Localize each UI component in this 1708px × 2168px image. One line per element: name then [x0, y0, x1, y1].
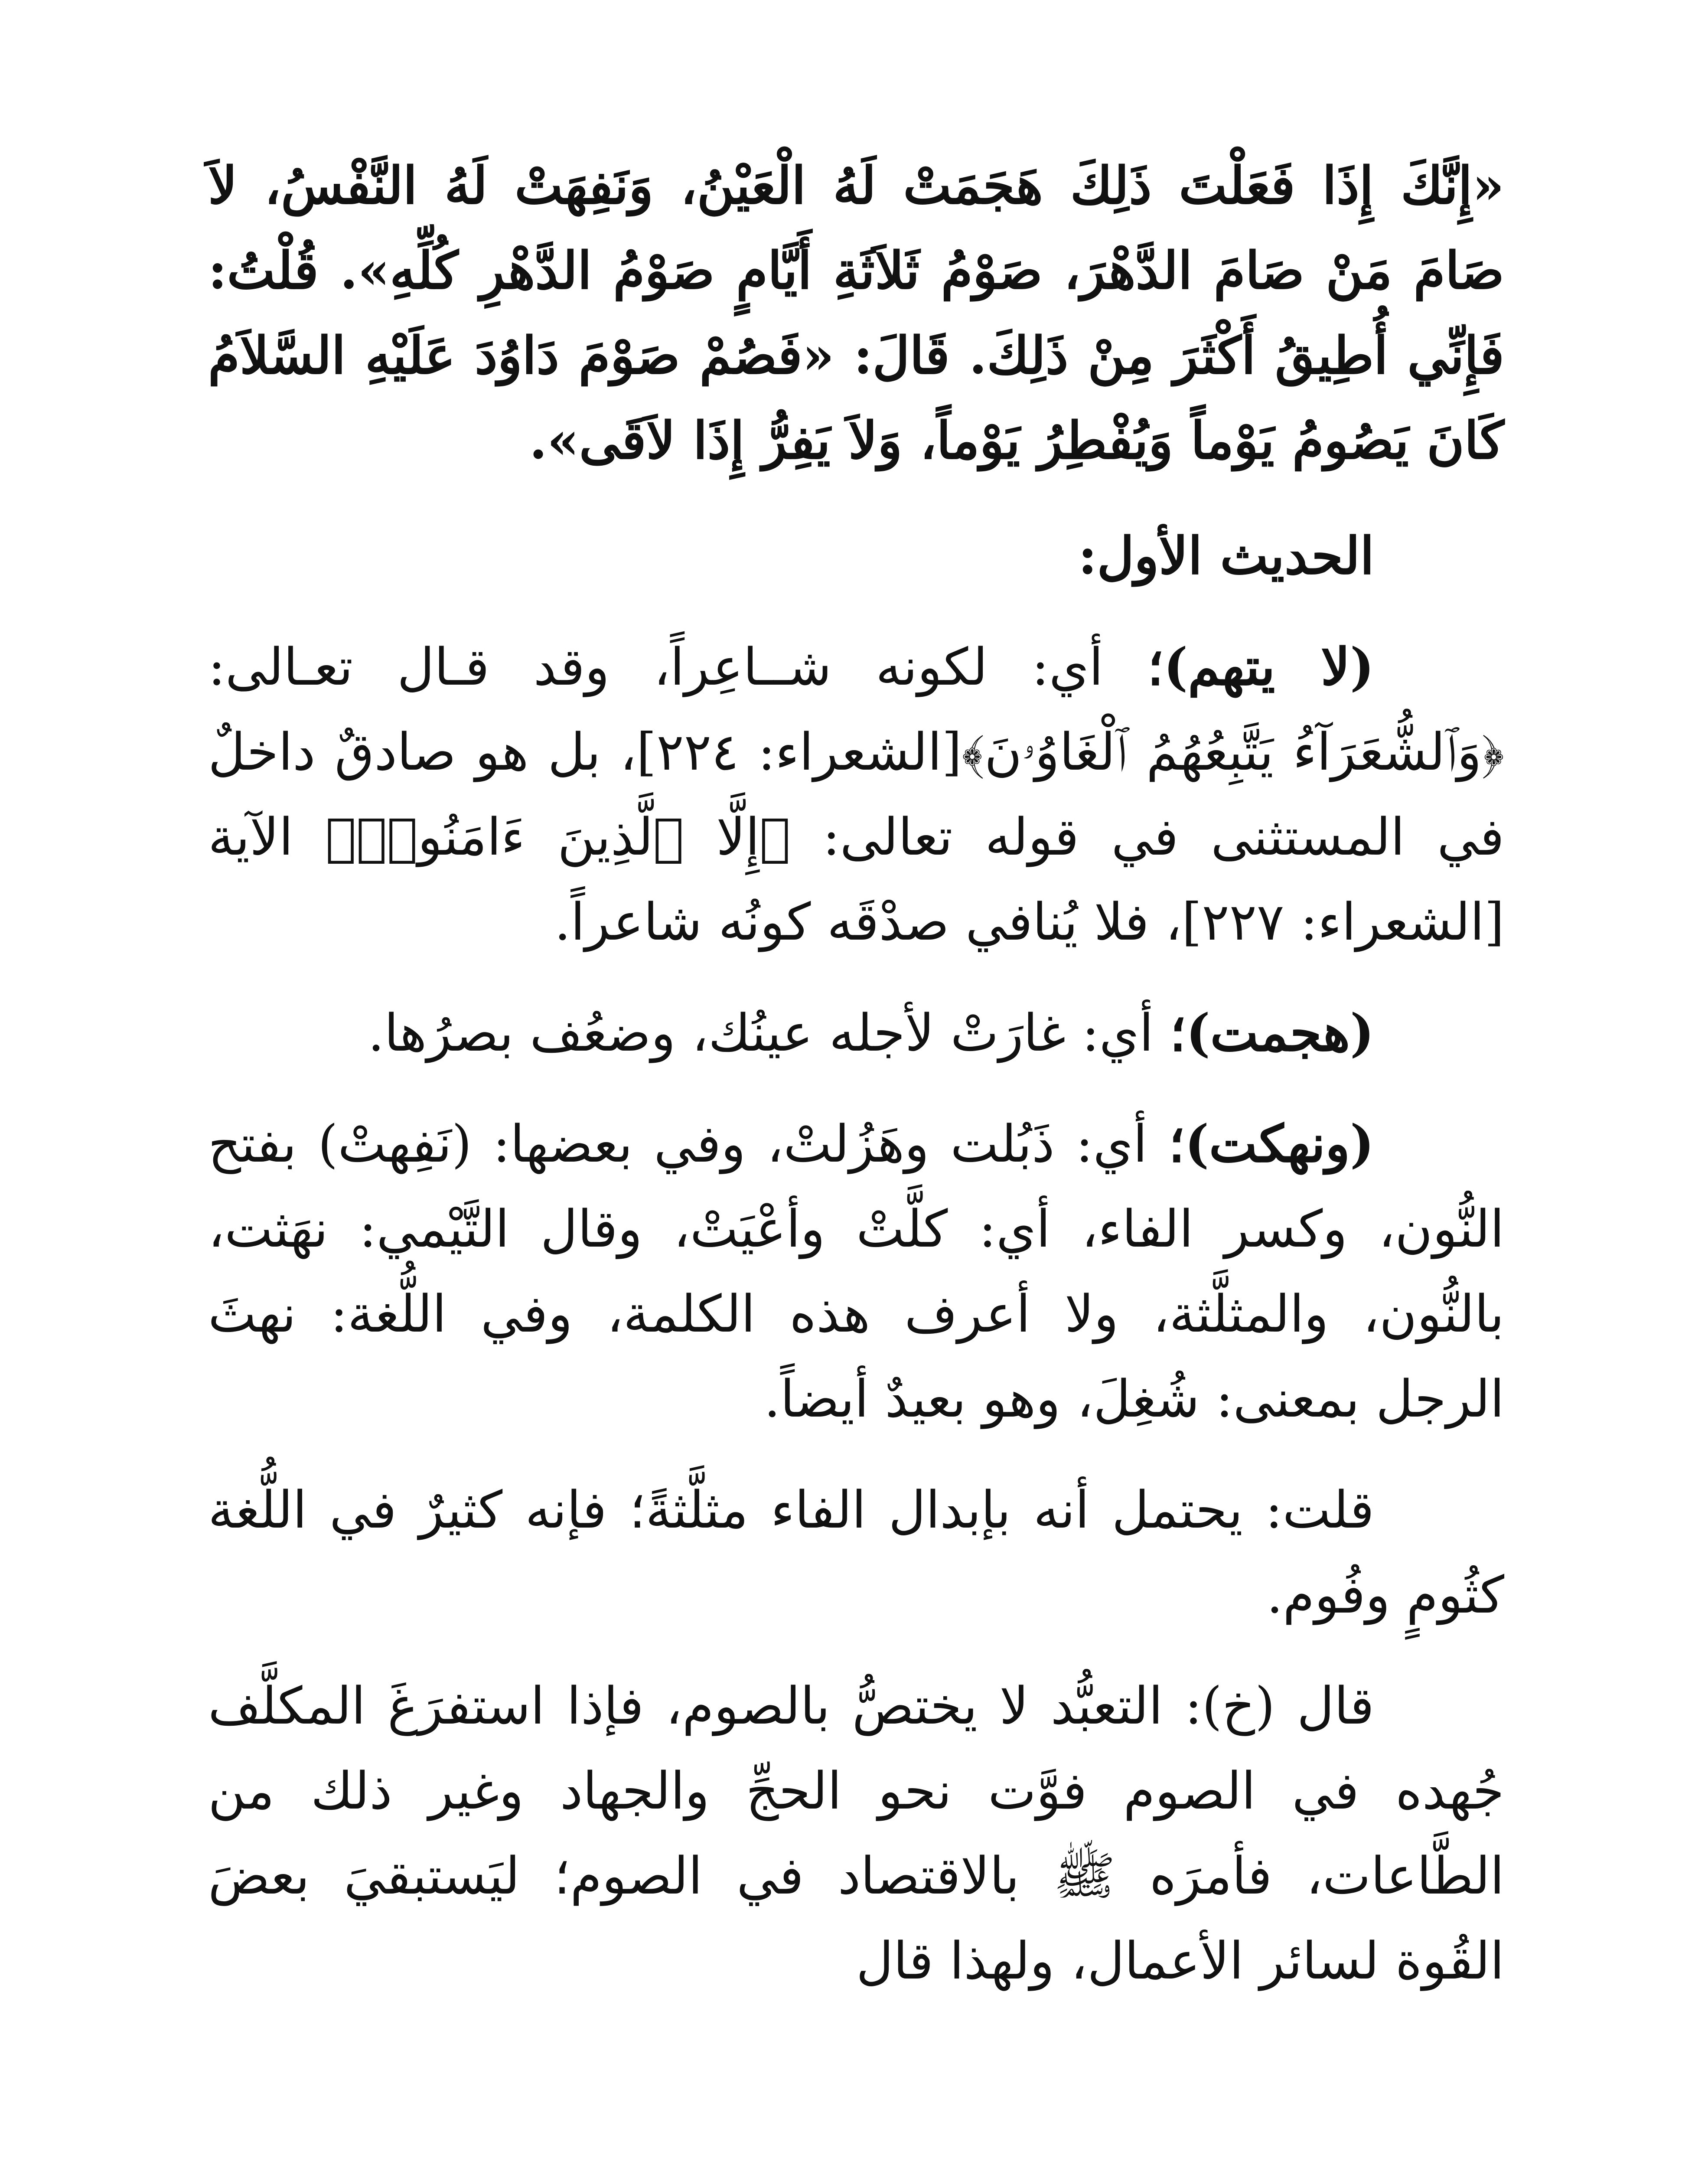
- commentary-text: أي: غارَتْ لأجله عينُك، وضعُف بصرُها.: [368, 1003, 1170, 1063]
- commentary-paragraph: [208, 990, 1504, 1075]
- commentary-lead-term: (هجمت)؛: [1170, 1002, 1374, 1063]
- commentary-paragraph: [208, 1101, 1504, 1441]
- hadith-text-paragraph: «إِنَّكَ إِذَا فَعَلْتَ ذَلِكَ هَجَمَتْ لَهُ الْعَيْنُ، وَنَفِهَتْ لَهُ النَّفْسُ، لاَ صَامَ مَنْ صَامَ الدَّهْرَ، صَوْمُ ثَلاَثَةِ أَيَّامٍ صَوْمُ الدَّهْرِ كُلِّهِ». قُلْتُ: فَإِنِّي أُطِيقُ أَكْثَرَ مِنْ ذَلِكَ. قَالَ: «فَصُمْ صَوْمَ دَاوُدَ عَلَيْهِ السَّلاَمُ كَانَ يَصُومُ يَوْماً وَيُفْطِرُ يَوْماً، وَلاَ يَفِرُّ إِذَا لاَقَى».: [208, 155, 1504, 470]
- commentary-text: أي: ذَبُلت وهَزُلتْ، وفي بعضها: (نَفِهتْ) بفتح النُّون، وكسر الفاء، أي: كلَّتْ وأعْيَتْ، وقال التَّيْمي: نهَثت، بالنُّون، والمثلَّثة، ولا أعرف هذه الكلمة، وفي اللُّغة: نهثَ الرجل بمعنى: شُغِلَ، وهو بعيدٌ أيضاً.: [208, 1114, 1504, 1429]
- commentary-text: أي: لكونه شــاعِراً، وقد قـال تعـالى: ﴿وَٱلشُّعَرَآءُ يَتَّبِعُهُمُ ٱلْغَاوُۥنَ﴾[الشعراء: ٢٢٤]، بل هو صادقٌ داخلٌ في المستثنى في قوله تعالى: ﴿إِلَّا ٱلَّذِينَ ءَامَنُوا۟﴾ الآية [الشعراء: ٢٢٧]، فلا يُنافي صدْقَه كونُه شاعراً.: [208, 637, 1504, 952]
- commentary-lead-term: (ونهكت)؛: [1168, 1113, 1374, 1174]
- commentary-lead-term: (لا يتهم)؛: [1147, 637, 1374, 697]
- commentary-paragraph: [208, 624, 1504, 964]
- section-heading: الحديث الأول:: [1078, 526, 1374, 586]
- commentary-paragraph: قال (خ): التعبُّد لا يختصُّ بالصوم، فإذا استفرَغَ المكلَّف جُهده في الصوم فوَّت نحو الحجِّ والجهاد وغير ذلك من الطَّاعات، فأمرَه ﷺ بالاقتصاد في الصوم؛ ليَستبقيَ بعضَ القُوة لسائر الأعمال، ولهذا قال: [208, 1676, 1504, 1991]
- commentary-paragraph: قلت: يحتمل أنه بإبدال الفاء مثلَّثةً؛ فإنه كثيرٌ في اللُّغة كثُومٍ وفُوم.: [208, 1480, 1504, 1625]
- page-body: [208, 143, 1504, 2168]
